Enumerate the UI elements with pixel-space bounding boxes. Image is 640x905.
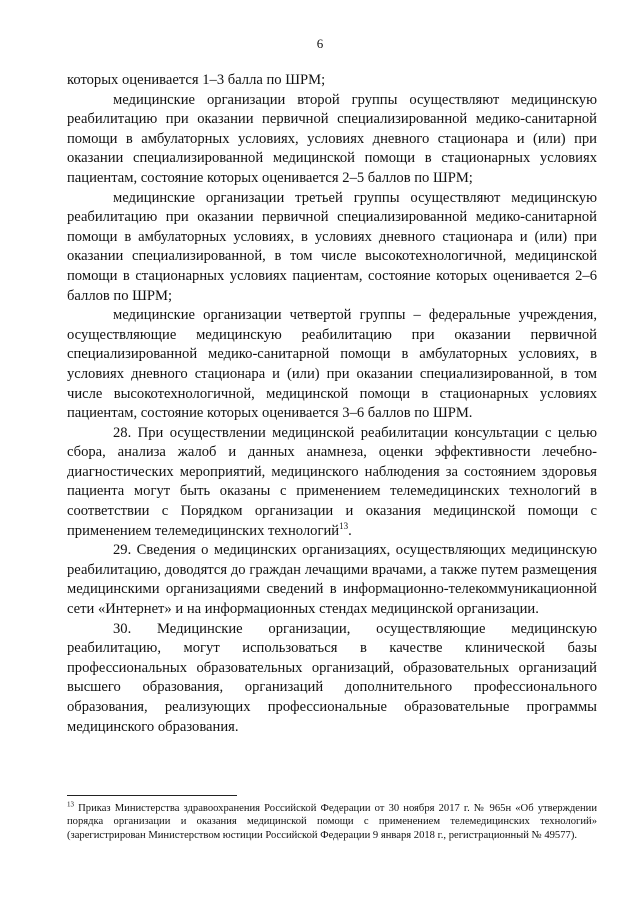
footnote-paragraph <box>67 802 597 842</box>
paragraph-text: медицинские организации второй группы осуществляют медицинскую реабилитацию при оказании первичной специализированной медико-санитарной помощи в амбулаторных условиях, условиях дневного стационара и (или) при оказании специализированной медицинской помощи в стационарных условиях пациентам, состояние которых оценивается 2–5 баллов по ШРМ; <box>67 91 597 186</box>
paragraph-text: медицинские организации третьей группы осуществляют медицинскую реабилитацию при оказании первичной специализированной медико-санитарной помощи в амбулаторных условиях, в условиях дневного стационара и (или) при оказании специализированной, в том числе высокотехнологичной, медицинской помощи в стационарных условиях пациентам, состояние которых оценивается 2–6 баллов по ШРМ; <box>67 189 597 304</box>
paragraph-text-end: . <box>348 522 352 539</box>
paragraph-text: 28. При осуществлении медицинской реабилитации консультации с целью сбора, анализа жалоб и данных анамнеза, оценки эффективности лечебно-диагностических мероприятий, медицинского наблюдения за состоянием здоровья пациента могут быть оказаны с применением телемедицинских технологий в соответствии с Порядком организации и оказания медицинской помощи с применением телемедицинских технологий <box>67 424 597 539</box>
paragraph-continuation <box>67 71 597 91</box>
paragraph-text: 29. Сведения о медицинских организациях, осуществляющих медицинскую реабилитацию, доводятся до граждан лечащими врачами, а также путем размещения медицинскими организациями сведений в информационно-телекоммуникационной сети «Интернет» и на информационных стендах медицинской организации. <box>67 542 597 618</box>
paragraph-item-28 <box>67 424 597 542</box>
paragraph-item-29 <box>67 541 597 619</box>
footnote-text: Приказ Министерства здравоохранения Российской Федерации от 30 ноября 2017 г. № 965н «Об утверждении порядка организации и оказания медицинской помощи с применением телемедицинских технологий» (зарегистрирован Министерством юстиции Российской Федерации 9 января 2018 г., регистрационный № 49577). <box>67 803 597 841</box>
footnote-marker: 13 <box>67 800 74 809</box>
footnote-reference[interactable]: 13 <box>339 520 349 531</box>
document-body <box>67 71 597 737</box>
paragraph-text: медицинские организации четвертой группы – федеральные учреждения, осуществляющие медицинскую реабилитацию при оказании первичной специализированной медико-санитарной помощи в амбулаторных условиях, в условиях дневного стационара и (или) при оказании специализированной, в том числе высокотехнологичной, медицинской помощи в стационарных условиях пациентам, состояние которых оценивается 3–6 баллов по ШРМ. <box>67 307 597 422</box>
paragraph-item-30 <box>67 620 597 738</box>
page-number: 6 <box>316 36 324 51</box>
footnote <box>67 802 597 842</box>
paragraph-group-4 <box>67 306 597 424</box>
paragraph-text: 30. Медицинские организации, осуществляющие медицинскую реабилитацию, могут использоваться в качестве клинической базы профессиональных образовательных организаций, образовательных организаций высшего образования, организаций дополнительного профессионального образования, реализующих профессиональные образовательные программы медицинского образования. <box>67 620 597 735</box>
footnote-divider <box>67 795 237 796</box>
paragraph-text: которых оценивается 1–3 балла по ШРМ; <box>67 72 326 88</box>
paragraph-group-2 <box>67 91 597 189</box>
paragraph-group-3 <box>67 189 597 307</box>
